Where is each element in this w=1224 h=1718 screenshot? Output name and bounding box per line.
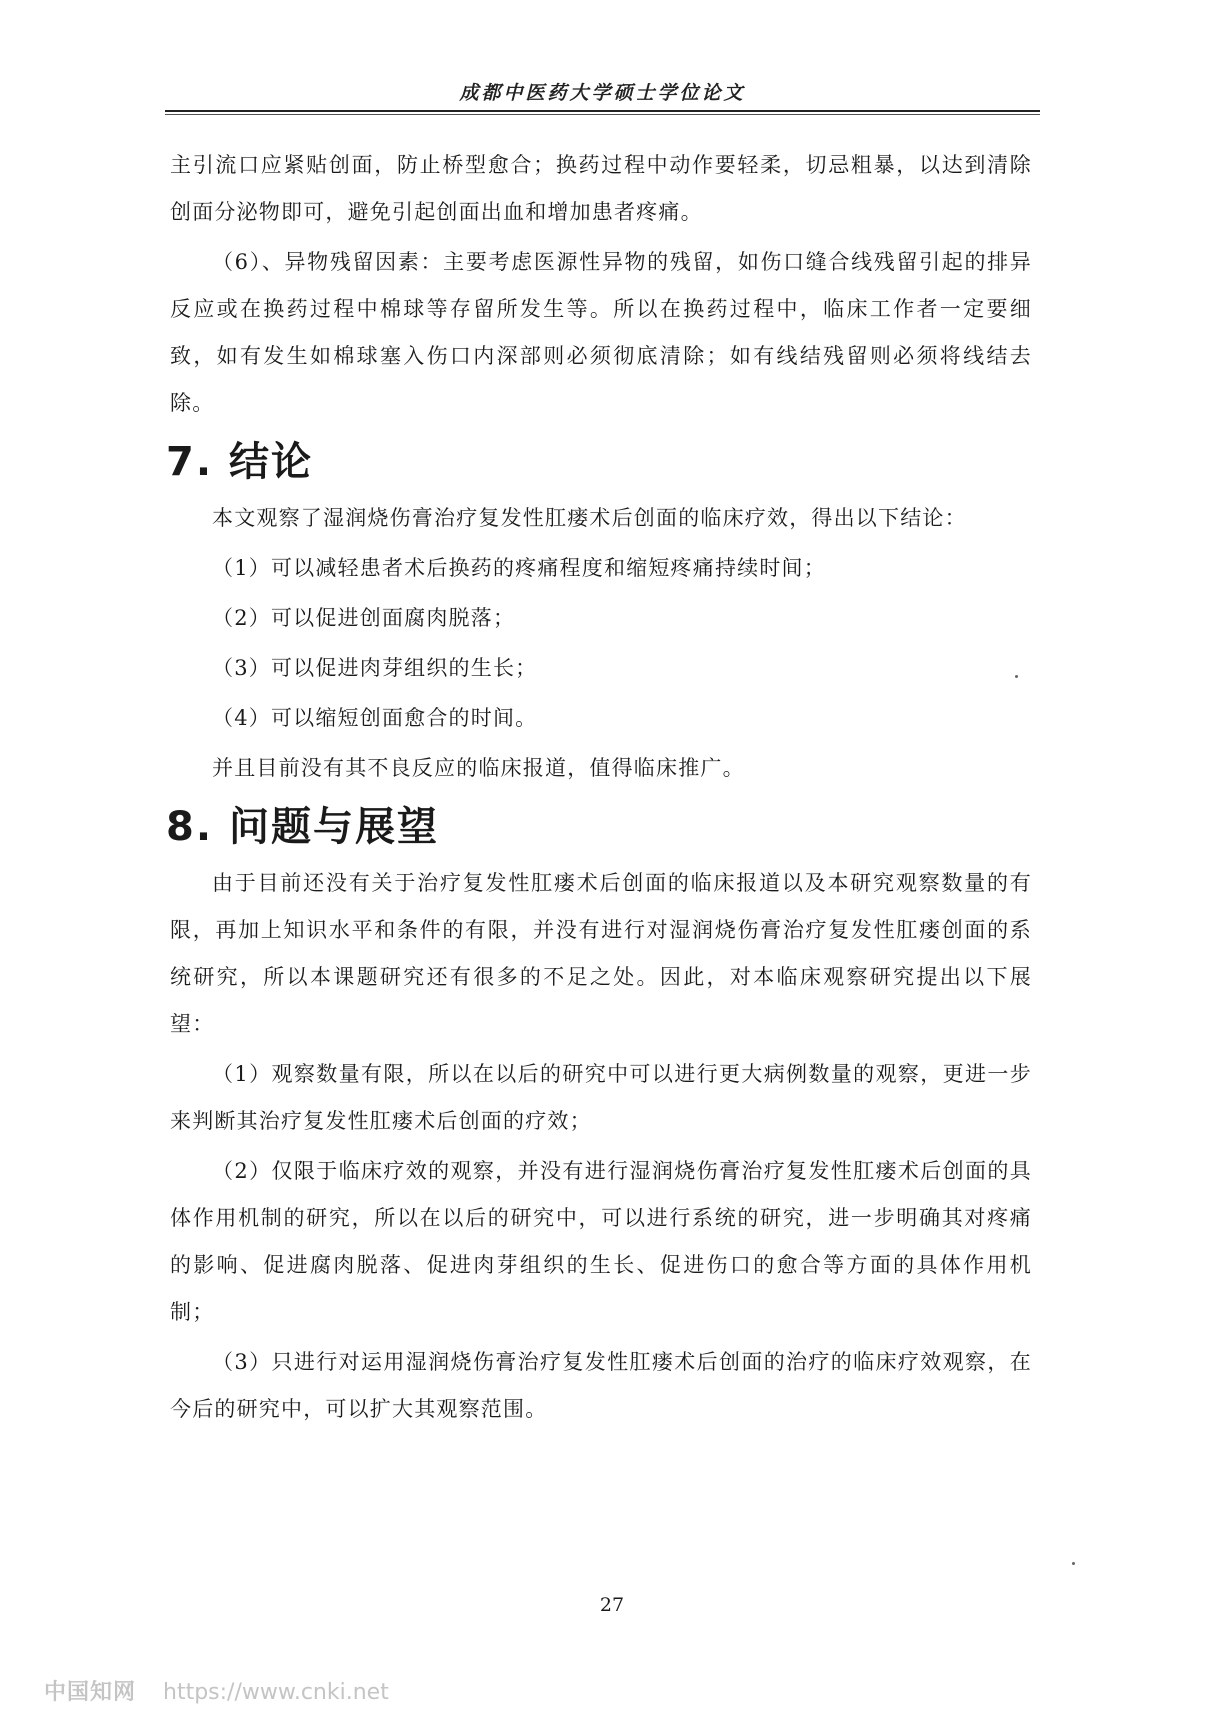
conclusion-item: （3）可以促进肉芽组织的生长； <box>212 656 538 680</box>
header-rule <box>165 110 1040 112</box>
cnki-logo: 中国知网 <box>44 1680 137 1705</box>
conclusion-item: （4）可以缩短创面愈合的时间。 <box>212 706 538 730</box>
running-header: 成都中医药大学硕士学位论文 <box>459 82 746 104</box>
outlook-item: （3）只进行对运用湿润烧伤膏治疗复发性肛瘘术后创面的治疗的临床疗效观察，在今后的研究中，可以扩大其观察范围。 <box>170 1350 1032 1421</box>
conclusion-item: （1）可以减轻患者术后换药的疼痛程度和缩短疼痛持续时间； <box>212 556 826 580</box>
outlook-item: （2）仅限于临床疗效的观察，并没有进行湿润烧伤膏治疗复发性肛瘘术后创面的具体作用机制的研究，所以在以后的研究中，可以进行系统的研究，进一步明确其对疼痛的影响、促进腐肉脱落、促进肉芽组织的生长、促进伤口的愈合等方面的具体作用机制； <box>170 1159 1032 1324</box>
body-text <box>166 142 1032 1436</box>
scan-speck <box>1015 675 1018 678</box>
continuation-paragraph: 主引流口应紧贴创面，防止桥型愈合；换药过程中动作要轻柔，切忌粗暴，以达到清除创面分泌物即可，避免引起创面出血和增加患者疼痛。 <box>170 153 1032 224</box>
paragraph-foreign-body: （6）、异物残留因素：主要考虑医源性异物的残留，如伤口缝合线残留引起的排异反应或在换药过程中棉球等存留所发生等。所以在换药过程中，临床工作者一定要细致，如有发生如棉球塞入伤口内深部则必须彻底清除；如有线结残留则必须将线结去除。 <box>170 250 1032 415</box>
conclusion-intro: 本文观察了湿润烧伤膏治疗复发性肛瘘术后创面的临床疗效，得出以下结论： <box>212 506 967 530</box>
outlook-item: （1）观察数量有限，所以在以后的研究中可以进行更大病例数量的观察，更进一步来判断其治疗复发性肛瘘术后创面的疗效； <box>170 1062 1032 1133</box>
watermark-footer <box>44 1675 389 1706</box>
section-heading-outlook: 8. 问题与展望 <box>166 804 439 850</box>
page-number: 27 <box>599 1594 625 1616</box>
outlook-intro: 由于目前还没有关于治疗复发性肛瘘术后创面的临床报道以及本研究观察数量的有限，再加上知识水平和条件的有限，并没有进行对湿润烧伤膏治疗复发性肛瘘创面的系统研究，所以本课题研究还有很多的不足之处。因此，对本临床观察研究提出以下展望： <box>170 871 1032 1036</box>
conclusion-item: （2）可以促进创面腐肉脱落； <box>212 606 516 630</box>
header-rule-thin <box>165 114 1040 115</box>
cnki-url: https://www.cnki.net <box>163 1680 389 1705</box>
section-heading-conclusion: 7. 结论 <box>166 439 313 485</box>
scan-speck <box>1072 1562 1075 1565</box>
conclusion-closing: 并且目前没有其不良反应的临床报道，值得临床推广。 <box>212 756 745 780</box>
